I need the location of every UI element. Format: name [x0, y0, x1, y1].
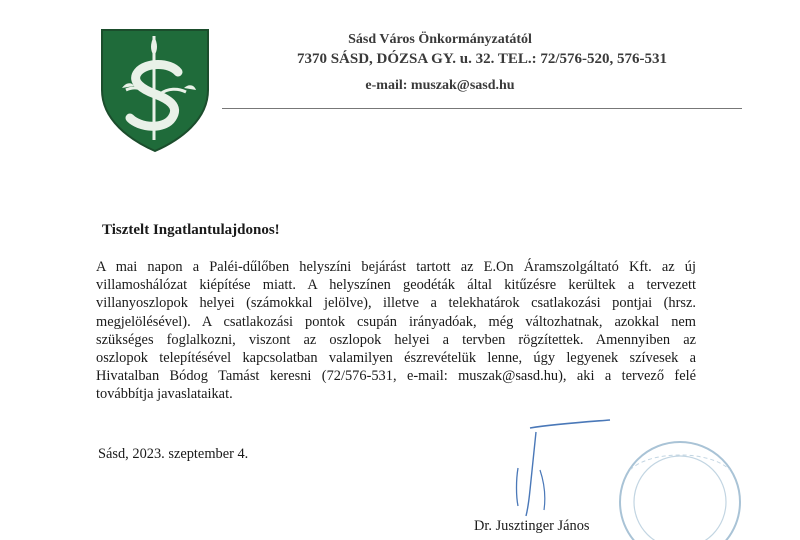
body-line: oszlopok telepítésével kapcsolatban valamilyen észrevételük lenne, úgy legyenek szívesek a [96, 350, 696, 367]
signer-name: Dr. Jusztinger János [474, 518, 590, 534]
body-line: Hivatalban Bódog Tamást keresni (72/576-531, e-mail: muszak@sasd.hu), aki a tervező felé [96, 368, 696, 385]
city-coat-of-arms-icon [100, 28, 210, 153]
letter-body [96, 258, 696, 404]
official-seal [600, 430, 750, 540]
letter-date: Sásd, 2023. szeptember 4. [98, 446, 249, 462]
body-line: villamoshálózat kiépítése miatt. A helyszínen geodéták által kitűzésre kerültek a tervezett [96, 277, 696, 294]
sender-name: Sásd Város Önkormányzatától [348, 32, 532, 47]
header-divider [222, 108, 742, 109]
body-line: megjelölésével). A csatlakozási pontok csupán irányadóak, még változhatnak, azokkal nem [96, 313, 696, 330]
salutation: Tisztelt Ingatlantulajdonos! [102, 222, 280, 238]
body-line: továbbítja javaslataikat. [96, 386, 233, 403]
body-line: szükséges foglalkozni, viszont az oszlopok helyei a tervben rögzítettek. Amennyiben az [96, 331, 696, 348]
body-line: A mai napon a Paléi-dűlőben helyszíni bejárást tartott az E.On Áramszolgáltató Kft. az új [96, 259, 696, 275]
sender-email: e-mail: muszak@sasd.hu [365, 78, 515, 93]
body-line: villanyoszlopok helyei (számokkal jelölve), illetve a telekhatárok csatlakozási pontjai (hrsz. [96, 295, 696, 312]
sender-address: 7370 SÁSD, DÓZSA GY. u. 32. TEL.: 72/576-520, 576-531 [296, 51, 668, 67]
